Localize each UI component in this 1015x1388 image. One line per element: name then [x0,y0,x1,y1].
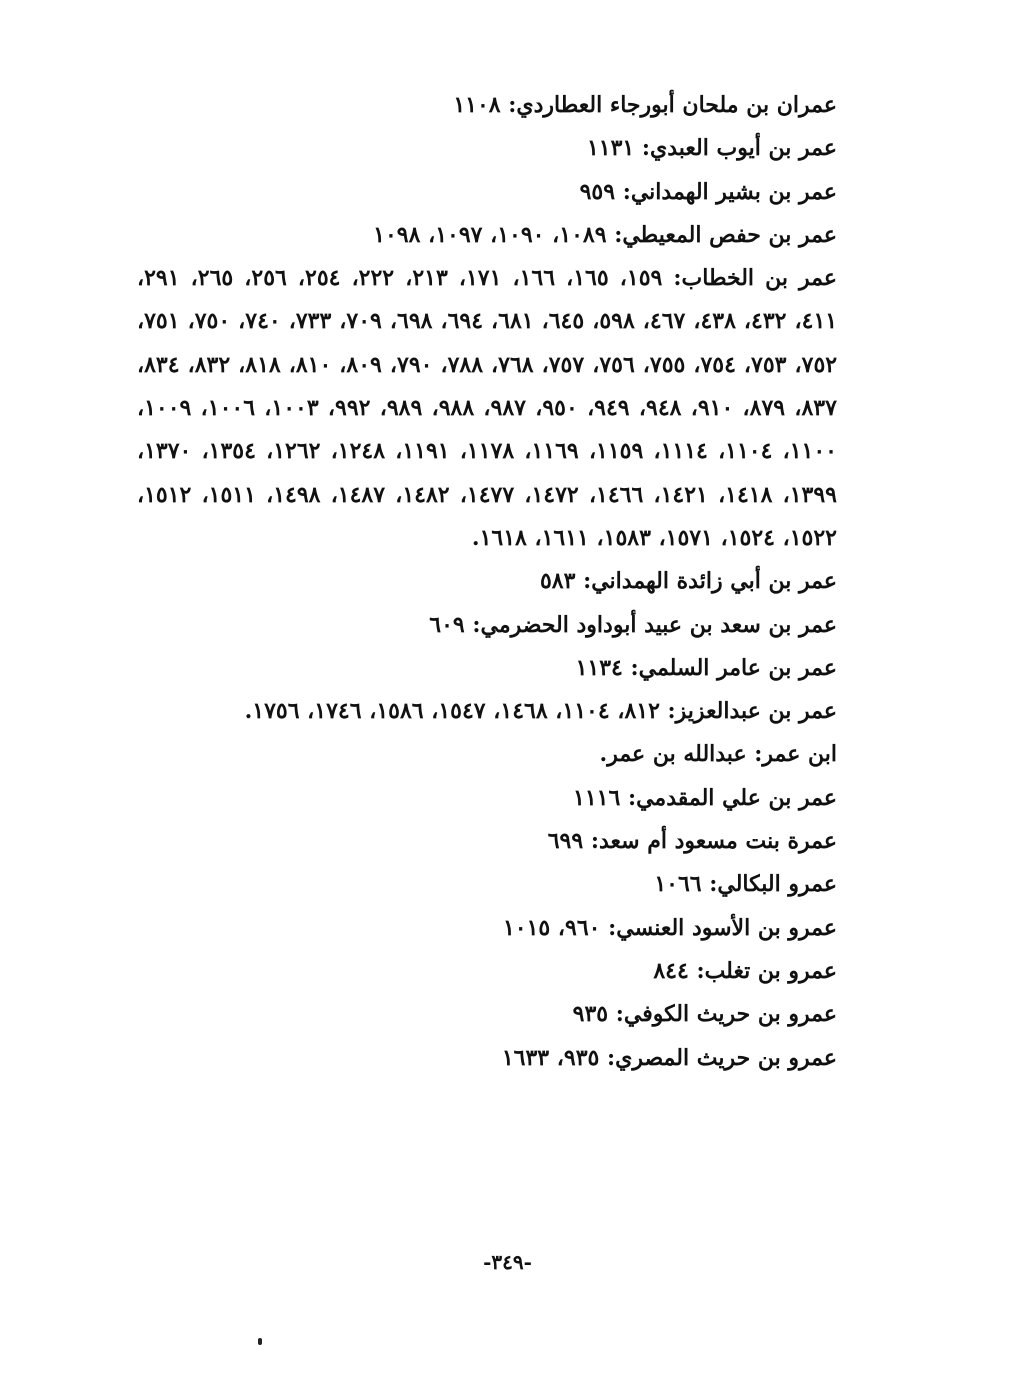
entry-name: عمران بن ملحان أبورجاء العطاردي [516,92,837,118]
entry-separator: : [662,265,682,292]
entry-name: عمر بن الخطاب [681,265,838,292]
entry-refs: ٦٩٩ [547,828,584,855]
index-entry [137,863,837,906]
index-entry [137,127,837,170]
index-entry [137,820,837,863]
entry-separator: : [606,221,623,248]
index-entry [137,647,837,690]
index-entry [137,950,837,993]
entry-name: عمرو بن حريث المصري [615,1044,837,1071]
entry-refs: ١١٣٤ [575,654,623,681]
page-number: -٣٤٩- [483,1250,532,1274]
entry-separator: : [634,135,651,162]
entry-refs: ١١٣١ [586,135,635,162]
entry-separator: : [575,568,592,595]
entry-name: عمرو بن حريث الكوفي [623,1001,837,1028]
entry-refs: ١٥٩، ١٦٥، ١٦٦، ١٧١، ٢١٣، ٢٢٢، ٢٥٤، ٢٥٦، ٢٦٥، ٢٩١، ٤١١، ٤٣٢، ٤٣٨، ٤٦٧، ٥٩٨، ٦٤٥، ٦٨١، ٦٩٤، ٦٩٨، ٧٠٩، ٧٣٣، ٧٤٠، ٧٥٠، ٧٥١، ٧٥٢، ٧٥٣، ٧٥٤، ٧٥٥، ٧٥٦، ٧٥٧، ٧٦٨، ٧٨٨، ٧٩٠، ٨٠٩، ٨١٠، ٨١٨، ٨٣٢، ٨٣٤، ٨٣٧، ٨٧٩، ٩١٠، ٩٤٨، ٩٤٩، ٩٥٠، ٩٨٧، ٩٨٨، ٩٨٩، ٩٩٢، ١٠٠٣، ١٠٠٦، ١٠٠٩، ١١٠٠، ١١٠٤، ١١١٤، ١١٥٩، ١١٦٩، ١١٧٨، ١١٩١، ١٢٤٨، ١٢٦٢، ١٣٥٤، ١٣٧٠، ١٣٩٩، ١٤١٨، ١٤٢١، ١٤٦٦، ١٤٧٢، ١٤٧٧، ١٤٨٢، ١٤٨٧، ١٤٩٨، ١٥١١، ١٥١٢، ١٥٢٢، ١٥٢٤، ١٥٧١، ١٥٨٣، ١٦١١، ١٦١٨. [137,265,838,551]
entry-name: عمر بن عبدالعزيز [675,698,837,725]
entry-name: عمرو البكالي [717,871,837,898]
entry-refs: ٩٦٠، ١٠١٥ [502,914,601,941]
entry-separator: : [620,784,637,811]
entry-name: عمرو بن الأسود العنسي [616,914,837,941]
entry-separator: : [746,741,763,768]
entry-separator: : [599,1044,616,1071]
entry-separator: : [608,1001,624,1028]
entry-name: عمرة بنت مسعود أم سعد [598,828,837,855]
entry-name: ابن عمر [762,741,837,768]
entry-refs: ٩٣٥، ١٦٣٣ [501,1044,600,1071]
entry-name: عمر بن بشير الهمداني [630,178,837,205]
index-entry [137,604,837,647]
entry-name: عمر بن حفص المعيطي [622,221,837,248]
index-entry [137,777,837,820]
entry-refs: ٩٣٥ [572,1001,609,1028]
entry-name: عمرو بن تغلب [704,957,837,984]
name-index-list [137,84,837,1080]
entry-name: عمر بن علي المقدمي [636,784,837,811]
entry-refs: ١٠٦٦ [654,871,702,898]
index-entry [137,733,837,776]
entry-refs: عبدالله بن عمر. [599,741,747,768]
entry-separator: : [583,828,599,855]
entry-separator: : [464,611,481,638]
entry-separator: : [701,871,718,898]
entry-refs: ٥٨٣ [539,568,576,595]
entry-refs: ٨١٢، ١١٠٤، ١٤٦٨، ١٥٤٧، ١٥٨٦، ١٧٤٦، ١٧٥٦. [244,698,660,725]
entry-name: عمر بن أيوب العبدي [650,135,837,162]
entry-refs: ١١٠٨ [453,92,501,118]
entry-refs: ٨٤٤ [653,957,689,984]
index-entry [137,257,837,560]
entry-refs: ٦٠٩ [429,611,465,638]
entry-refs: ١٠٨٩، ١٠٩٠، ١٠٩٧، ١٠٩٨ [373,221,607,248]
entry-name: عمر بن أبي زائدة الهمداني [591,568,837,595]
index-entry [137,907,837,950]
entry-name: عمر بن سعد بن عبيد أبوداود الحضرمي [480,611,837,638]
entry-separator: : [615,178,631,205]
index-entry [137,690,837,733]
entry-name: عمر بن عامر السلمي [638,654,837,681]
index-entry [137,171,837,214]
entry-refs: ١١١٦ [573,784,621,811]
entry-separator: : [688,957,705,984]
entry-separator: : [600,914,617,941]
entry-separator: : [500,92,517,118]
scan-speck [258,1338,262,1345]
entry-refs: ٩٥٩ [579,178,616,205]
index-entry [137,214,837,257]
index-entry [137,84,837,127]
entry-separator: : [659,698,676,725]
index-entry [137,1037,837,1080]
entry-separator: : [622,654,639,681]
index-entry [137,993,837,1036]
index-entry [137,560,837,603]
